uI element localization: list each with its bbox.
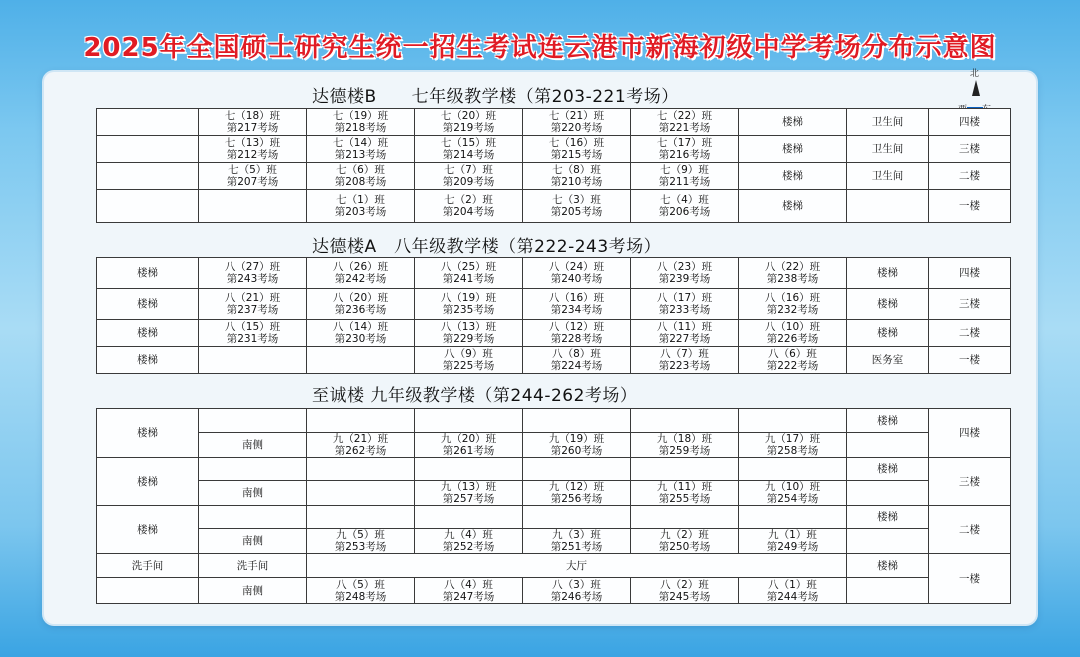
empty-cell (631, 506, 739, 529)
class-label: 七（14）班 (332, 137, 389, 149)
exam-room-cell (307, 481, 415, 506)
class-label: 八（6）班 (768, 348, 817, 360)
exam-room-cell (307, 258, 415, 289)
exam-room-cell (307, 109, 415, 136)
class-label: 七（13）班 (224, 137, 281, 149)
facility-cell: 卫生间 (847, 109, 929, 136)
exam-room-cell (631, 320, 739, 347)
class-label: 八（9）班 (444, 348, 493, 360)
empty-cell (307, 409, 415, 433)
exam-room-label: 第223考场 (658, 360, 711, 372)
stair-cell: 楼梯 (847, 409, 929, 433)
floor-row (97, 289, 1011, 320)
exam-room-label: 第208考场 (334, 176, 387, 188)
class-label: 八（26）班 (332, 261, 389, 273)
class-label: 七（1）班 (336, 194, 385, 206)
exam-room-cell (307, 190, 415, 223)
empty-cell (97, 109, 199, 136)
empty-cell (97, 578, 199, 604)
empty-cell (199, 190, 307, 223)
class-label: 九（19）班 (548, 433, 605, 445)
hall-cell: 大厅 (307, 554, 847, 578)
class-label: 八（14）班 (332, 321, 389, 333)
class-label: 八（17）班 (656, 292, 713, 304)
empty-cell (847, 190, 929, 223)
facility-cell: 卫生间 (847, 136, 929, 163)
exam-room-cell (307, 529, 415, 554)
floor-row (97, 320, 1011, 347)
class-label: 八（24）班 (548, 261, 605, 273)
exam-room-label: 第243考场 (226, 273, 279, 285)
exam-room-cell (631, 481, 739, 506)
exam-room-cell (415, 136, 523, 163)
section-title-b: 达德楼B 七年级教学楼（第203-221考场） (312, 87, 679, 107)
exam-room-label: 第230考场 (334, 333, 387, 345)
floor-label: 三楼 (929, 136, 1011, 163)
compass-north: 北 (970, 69, 980, 79)
floor-row (97, 347, 1011, 374)
exam-room-cell (199, 163, 307, 190)
exam-room-cell (631, 529, 739, 554)
facility-cell: 楼梯 (739, 190, 847, 223)
class-label: 九（5）班 (336, 529, 385, 541)
class-label: 七（3）班 (552, 194, 601, 206)
class-label: 九（20）班 (440, 433, 497, 445)
facility-cell: 卫生间 (847, 163, 929, 190)
exam-room-cell (415, 481, 523, 506)
stair-cell: 楼梯 (847, 458, 929, 481)
exam-room-label: 第253考场 (334, 541, 387, 553)
empty-cell (97, 136, 199, 163)
empty-cell (631, 458, 739, 481)
exam-room-label: 第224考场 (550, 360, 603, 372)
exam-room-cell (739, 347, 847, 374)
facility-cell: 楼梯 (97, 347, 199, 374)
exam-room-cell (631, 289, 739, 320)
exam-room-label: 第249考场 (766, 541, 819, 553)
stair-cell: 楼梯 (97, 409, 199, 458)
empty-cell (847, 433, 929, 458)
washroom-cell: 洗手间 (97, 554, 199, 578)
exam-room-label: 第242考场 (334, 273, 387, 285)
exam-room-label: 第246考场 (550, 590, 603, 603)
exam-room-label: 第233考场 (658, 304, 711, 316)
exam-room-label: 第222考场 (766, 360, 819, 372)
class-label: 九（17）班 (764, 433, 821, 445)
south-side-label: 南侧 (199, 481, 307, 506)
empty-cell (523, 506, 631, 529)
exam-room-cell (415, 289, 523, 320)
empty-cell (847, 529, 929, 554)
class-label: 八（1）班 (768, 578, 817, 591)
class-label: 七（6）班 (336, 164, 385, 176)
exam-room-cell (199, 320, 307, 347)
exam-room-cell (631, 258, 739, 289)
class-label: 七（16）班 (548, 137, 605, 149)
facility-cell: 医务室 (847, 347, 929, 374)
south-side-label: 南侧 (199, 578, 307, 604)
exam-room-cell (199, 258, 307, 289)
class-label: 八（10）班 (764, 321, 821, 333)
class-label: 八（11）班 (656, 321, 713, 333)
class-label: 七（4）班 (660, 194, 709, 206)
page-title: 2025年全国硕士研究生统一招生考试连云港市新海初级中学考场分布示意图 (83, 32, 997, 63)
class-label: 七（21）班 (548, 110, 605, 122)
exam-room-label: 第214考场 (442, 149, 495, 161)
exam-room-cell (199, 289, 307, 320)
exam-room-cell (415, 433, 523, 458)
exam-room-label: 第204考场 (442, 206, 495, 218)
class-label: 八（16）班 (764, 292, 821, 304)
empty-cell (415, 409, 523, 433)
facility-cell: 楼梯 (847, 320, 929, 347)
exam-room-label: 第207考场 (226, 176, 279, 188)
empty-cell (415, 506, 523, 529)
empty-cell (307, 458, 415, 481)
exam-room-label: 第245考场 (658, 590, 711, 603)
class-label: 七（5）班 (228, 164, 277, 176)
exam-room-label: 第247考场 (442, 590, 495, 603)
exam-room-cell (415, 347, 523, 374)
empty-cell (523, 458, 631, 481)
empty-cell (199, 506, 307, 529)
class-label: 七（7）班 (444, 164, 493, 176)
exam-room-label: 第228考场 (550, 333, 603, 345)
class-label: 七（22）班 (656, 110, 713, 122)
class-label: 九（18）班 (656, 433, 713, 445)
exam-room-label: 第203考场 (334, 206, 387, 218)
exam-room-cell (523, 289, 631, 320)
exam-room-label: 第244考场 (766, 590, 819, 603)
exam-room-cell (631, 578, 739, 604)
class-label: 八（3）班 (552, 578, 601, 591)
exam-room-label: 第239考场 (658, 273, 711, 285)
floor-row (97, 190, 1011, 223)
class-label: 八（4）班 (444, 578, 493, 591)
empty-cell (631, 409, 739, 433)
exam-room-cell (523, 347, 631, 374)
class-label: 七（18）班 (224, 110, 281, 122)
exam-room-cell (415, 163, 523, 190)
class-label: 八（20）班 (332, 292, 389, 304)
class-label: 八（16）班 (548, 292, 605, 304)
exam-room-label: 第251考场 (550, 541, 603, 553)
washroom-cell: 洗手间 (199, 554, 307, 578)
building-a-table (96, 257, 1011, 374)
exam-room-cell (199, 109, 307, 136)
empty-cell (199, 409, 307, 433)
exam-room-label: 第216考场 (658, 149, 711, 161)
exam-room-label: 第205考场 (550, 206, 603, 218)
class-label: 九（13）班 (440, 481, 497, 493)
stair-cell: 楼梯 (847, 506, 929, 529)
class-label: 九（11）班 (656, 481, 713, 493)
exam-room-label: 第212考场 (226, 149, 279, 161)
exam-room-cell (307, 578, 415, 604)
empty-cell (739, 409, 847, 433)
class-label: 八（22）班 (764, 261, 821, 273)
class-label: 九（3）班 (552, 529, 601, 541)
exam-room-label: 第259考场 (658, 445, 711, 457)
floor-label: 三楼 (929, 458, 1011, 506)
exam-room-cell (631, 109, 739, 136)
exam-room-label: 第206考场 (658, 206, 711, 218)
exam-room-label: 第255考场 (658, 493, 711, 505)
exam-room-label: 第209考场 (442, 176, 495, 188)
floor-label: 一楼 (929, 347, 1011, 374)
class-label: 七（8）班 (552, 164, 601, 176)
building-b-table (96, 108, 1011, 223)
class-label: 九（1）班 (768, 529, 817, 541)
class-label: 七（17）班 (656, 137, 713, 149)
empty-cell (97, 163, 199, 190)
empty-cell (307, 347, 415, 374)
stair-cell: 楼梯 (97, 506, 199, 554)
exam-room-label: 第220考场 (550, 122, 603, 134)
section-title-a: 达德楼A 八年级教学楼（第222-243考场） (312, 237, 662, 257)
floor-row (97, 258, 1011, 289)
floor-label: 四楼 (929, 409, 1011, 458)
class-label: 八（27）班 (224, 261, 281, 273)
class-label: 九（2）班 (660, 529, 709, 541)
empty-cell (847, 578, 929, 604)
empty-cell (307, 506, 415, 529)
facility-cell: 楼梯 (847, 289, 929, 320)
exam-room-cell (523, 529, 631, 554)
exam-room-label: 第261考场 (442, 445, 495, 457)
class-label: 九（10）班 (764, 481, 821, 493)
exam-room-label: 第210考场 (550, 176, 603, 188)
class-label: 九（21）班 (332, 433, 389, 445)
floor-label: 三楼 (929, 289, 1011, 320)
exam-room-label: 第240考场 (550, 273, 603, 285)
floor-label: 四楼 (929, 258, 1011, 289)
exam-room-label: 第262考场 (334, 445, 387, 457)
floor-label: 二楼 (929, 163, 1011, 190)
empty-cell (199, 347, 307, 374)
facility-cell: 楼梯 (739, 109, 847, 136)
exam-room-cell (739, 320, 847, 347)
class-label: 八（25）班 (440, 261, 497, 273)
empty-cell (97, 190, 199, 223)
exam-room-cell (307, 320, 415, 347)
facility-cell: 楼梯 (97, 289, 199, 320)
class-label: 七（9）班 (660, 164, 709, 176)
class-label: 八（12）班 (548, 321, 605, 333)
exam-room-label: 第225考场 (442, 360, 495, 372)
class-label: 七（20）班 (440, 110, 497, 122)
class-label: 七（15）班 (440, 137, 497, 149)
exam-room-label: 第227考场 (658, 333, 711, 345)
exam-room-cell (415, 109, 523, 136)
exam-room-label: 第254考场 (766, 493, 819, 505)
exam-room-label: 第250考场 (658, 541, 711, 553)
exam-room-label: 第226考场 (766, 333, 819, 345)
exam-room-cell (739, 433, 847, 458)
exam-room-label: 第232考场 (766, 304, 819, 316)
exam-room-cell (739, 529, 847, 554)
section-title-c: 至诚楼 九年级教学楼（第244-262考场） (312, 386, 638, 406)
exam-room-cell (307, 163, 415, 190)
exam-room-cell (415, 190, 523, 223)
class-label: 八（19）班 (440, 292, 497, 304)
empty-cell (199, 458, 307, 481)
stair-cell: 楼梯 (847, 554, 929, 578)
facility-cell: 楼梯 (97, 258, 199, 289)
exam-room-cell (523, 136, 631, 163)
exam-room-label: 第221考场 (658, 122, 711, 134)
exam-room-cell (307, 136, 415, 163)
north-arrow-icon (972, 80, 980, 96)
exam-room-cell (199, 136, 307, 163)
exam-room-label: 第258考场 (766, 445, 819, 457)
exam-room-label: 第248考场 (334, 590, 387, 603)
exam-room-label: 第238考场 (766, 273, 819, 285)
exam-room-label: 第237考场 (226, 304, 279, 316)
exam-room-label: 第211考场 (658, 176, 711, 188)
floor-label: 二楼 (929, 320, 1011, 347)
empty-cell (739, 458, 847, 481)
south-side-label: 南侧 (199, 529, 307, 554)
exam-room-cell (523, 578, 631, 604)
exam-room-label: 第236考场 (334, 304, 387, 316)
empty-cell (739, 506, 847, 529)
floor-label: 二楼 (929, 506, 1011, 554)
exam-room-cell (415, 578, 523, 604)
exam-room-label: 第235考场 (442, 304, 495, 316)
exam-room-label: 第241考场 (442, 273, 495, 285)
compass-icon (958, 66, 994, 114)
floor-row (97, 136, 1011, 163)
exam-room-label: 第260考场 (550, 445, 603, 457)
exam-room-cell (631, 347, 739, 374)
exam-room-cell (415, 320, 523, 347)
facility-cell: 楼梯 (739, 136, 847, 163)
empty-cell (415, 458, 523, 481)
exam-room-cell (631, 433, 739, 458)
class-label: 七（2）班 (444, 194, 493, 206)
exam-room-cell (739, 481, 847, 506)
exam-room-cell (739, 289, 847, 320)
exam-room-label: 第213考场 (334, 149, 387, 161)
exam-room-label: 第218考场 (334, 122, 387, 134)
exam-room-cell (415, 529, 523, 554)
exam-room-cell (415, 258, 523, 289)
class-label: 八（7）班 (660, 348, 709, 360)
exam-room-label: 第217考场 (226, 122, 279, 134)
exam-room-label: 第231考场 (226, 333, 279, 345)
floor-label: 一楼 (929, 554, 1011, 604)
empty-cell (523, 409, 631, 433)
facility-cell: 楼梯 (739, 163, 847, 190)
facility-cell: 楼梯 (97, 320, 199, 347)
class-label: 八（15）班 (224, 321, 281, 333)
exam-room-cell (523, 433, 631, 458)
class-label: 九（12）班 (548, 481, 605, 493)
exam-room-cell (307, 289, 415, 320)
exam-room-cell (523, 320, 631, 347)
exam-room-cell (523, 190, 631, 223)
class-label: 八（5）班 (336, 578, 385, 591)
floor-row (97, 163, 1011, 190)
class-label: 七（19）班 (332, 110, 389, 122)
class-label: 八（21）班 (224, 292, 281, 304)
floor-label: 一楼 (929, 190, 1011, 223)
class-label: 八（13）班 (440, 321, 497, 333)
exam-room-cell (631, 136, 739, 163)
south-side-label: 南侧 (199, 433, 307, 458)
exam-room-label: 第215考场 (550, 149, 603, 161)
building-c-table (96, 408, 1011, 604)
exam-room-label: 第252考场 (442, 541, 495, 553)
class-label: 八（23）班 (656, 261, 713, 273)
empty-cell (847, 481, 929, 506)
exam-room-label: 第257考场 (442, 493, 495, 505)
class-label: 九（4）班 (444, 529, 493, 541)
exam-room-cell (523, 109, 631, 136)
floor-label: 四楼 (929, 109, 1011, 136)
exam-room-cell (523, 163, 631, 190)
exam-room-label: 第229考场 (442, 333, 495, 345)
exam-room-cell (631, 163, 739, 190)
exam-room-cell (631, 190, 739, 223)
facility-cell: 楼梯 (847, 258, 929, 289)
exam-room-label: 第219考场 (442, 122, 495, 134)
class-label: 八（8）班 (552, 348, 601, 360)
exam-room-cell (523, 481, 631, 506)
stair-cell: 楼梯 (97, 458, 199, 506)
exam-room-cell (739, 258, 847, 289)
exam-room-label: 第234考场 (550, 304, 603, 316)
floor-row (97, 109, 1011, 136)
exam-room-label: 第256考场 (550, 493, 603, 505)
exam-room-cell (307, 433, 415, 458)
exam-room-cell (739, 578, 847, 604)
exam-room-cell (523, 258, 631, 289)
class-label: 八（2）班 (660, 578, 709, 591)
